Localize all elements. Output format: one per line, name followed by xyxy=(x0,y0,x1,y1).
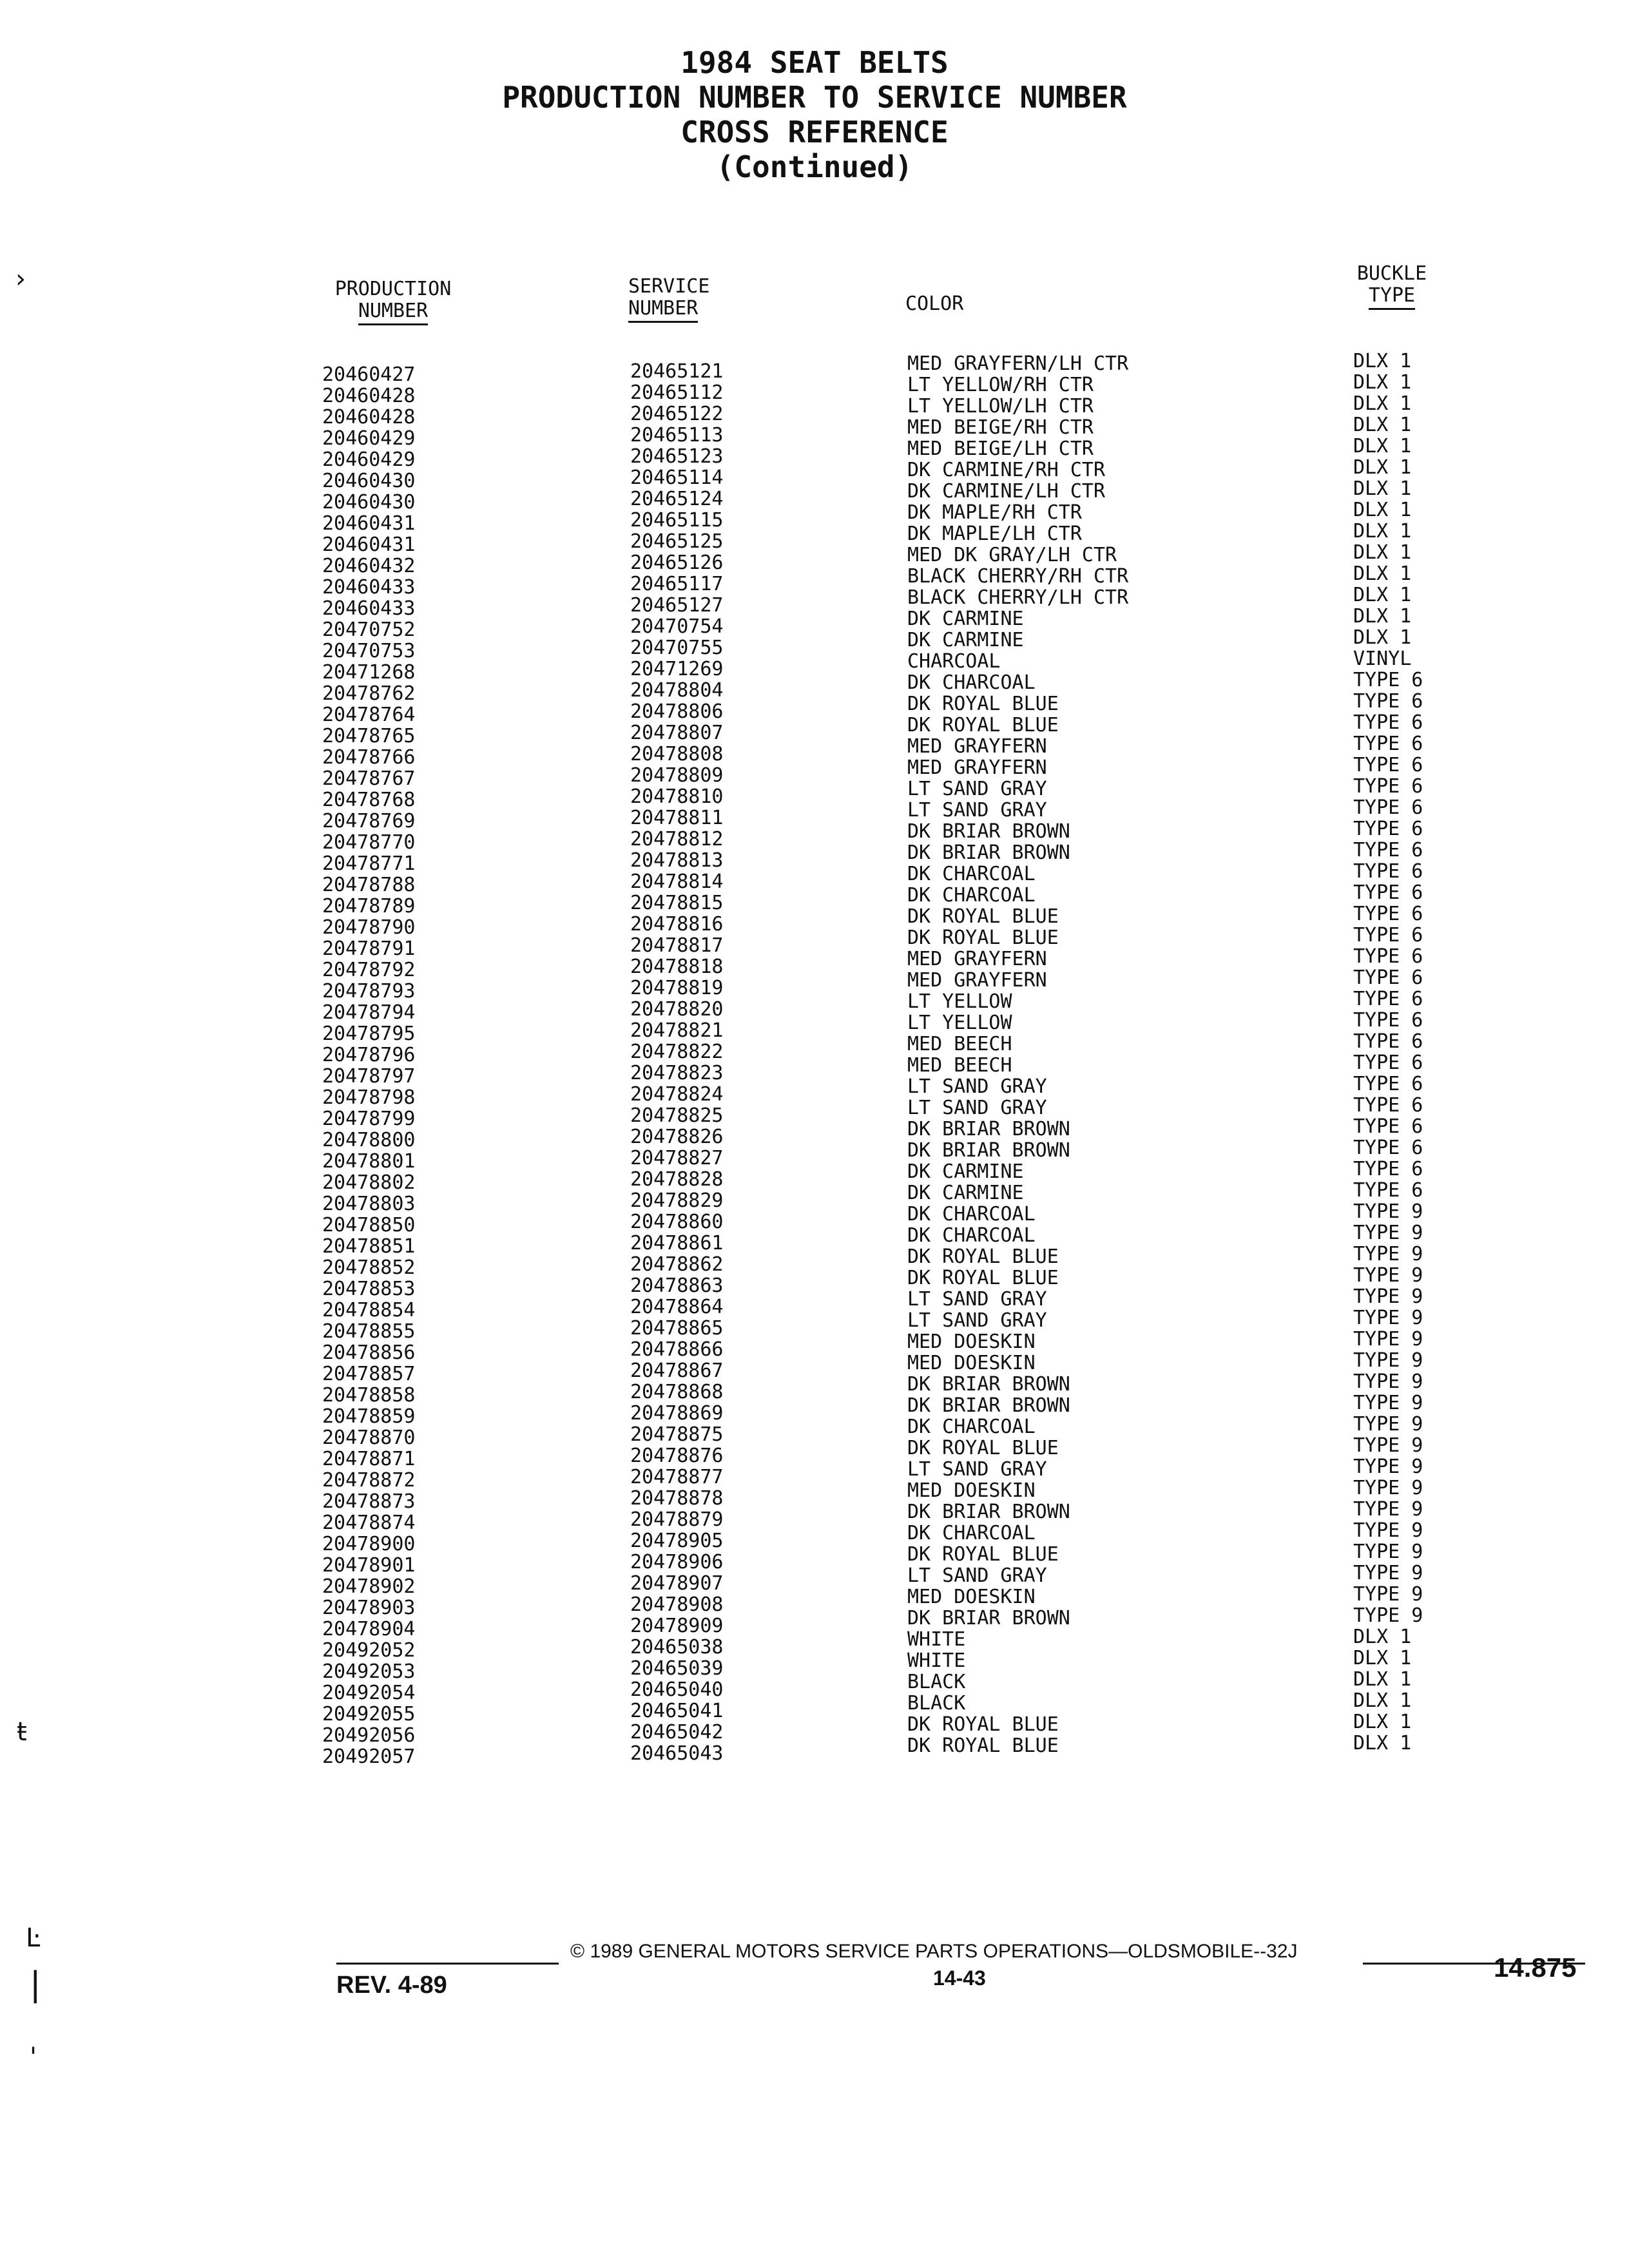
color-cell: LT YELLOW xyxy=(907,1012,1012,1034)
buckle-type-cell: TYPE 6 xyxy=(1353,966,1423,989)
buckle-type-cell: DLX 1 xyxy=(1353,499,1412,521)
color-cell: MED GRAYFERN xyxy=(907,756,1047,779)
color-cell: MED DOESKIN xyxy=(907,1479,1036,1502)
color-cell: LT SAND GRAY xyxy=(907,1097,1047,1119)
production-number-cell: 20478796 xyxy=(322,1044,416,1066)
production-number-cell: 20478850 xyxy=(322,1214,416,1236)
service-number-cell: 20478822 xyxy=(630,1041,724,1063)
color-cell: DK CHARCOAL xyxy=(907,1416,1036,1438)
buckle-type-cell: TYPE 9 xyxy=(1353,1583,1423,1606)
production-number-cell: 20478902 xyxy=(322,1575,416,1598)
production-number-cell: 20478769 xyxy=(322,810,416,832)
title-line-3: CROSS REFERENCE xyxy=(680,115,949,149)
production-number-cell: 20460431 xyxy=(322,533,416,556)
color-cell: LT SAND GRAY xyxy=(907,799,1047,822)
service-number-cell: 20478907 xyxy=(630,1572,724,1595)
color-cell: DK ROYAL BLUE xyxy=(907,927,1059,949)
title-line-2: PRODUCTION NUMBER TO SERVICE NUMBER xyxy=(502,80,1127,115)
production-number-cell: 20478799 xyxy=(322,1108,416,1130)
buckle-type-cell: TYPE 6 xyxy=(1353,903,1423,925)
color-cell: LT SAND GRAY xyxy=(907,1564,1047,1587)
production-number-cell: 20478901 xyxy=(322,1554,416,1577)
production-number-cell: 20478854 xyxy=(322,1299,416,1321)
buckle-type-cell: DLX 1 xyxy=(1353,350,1412,372)
production-number-cell: 20478870 xyxy=(322,1427,416,1449)
buckle-type-cell: TYPE 6 xyxy=(1353,1115,1423,1138)
service-number-cell: 20470755 xyxy=(630,637,724,659)
buckle-type-cell: DLX 1 xyxy=(1353,414,1412,436)
buckle-type-cell: DLX 1 xyxy=(1353,477,1412,500)
color-cell: DK ROYAL BLUE xyxy=(907,1437,1059,1459)
color-cell: DK BRIAR BROWN xyxy=(907,1139,1070,1162)
service-number-cell: 20478810 xyxy=(630,785,724,808)
service-number-cell: 20478827 xyxy=(630,1147,724,1169)
buckle-type-cell: TYPE 9 xyxy=(1353,1285,1423,1308)
buckle-type-cell: TYPE 6 xyxy=(1353,1073,1423,1095)
service-number-cell: 20478823 xyxy=(630,1062,724,1084)
service-number-cell: 20465127 xyxy=(630,594,724,617)
production-number-cell: 20478788 xyxy=(322,874,416,896)
service-number-cell: 20465123 xyxy=(630,445,724,468)
service-number-cell: 20478824 xyxy=(630,1083,724,1106)
buckle-type-cell: TYPE 6 xyxy=(1353,1094,1423,1117)
color-cell: DK CARMINE xyxy=(907,608,1024,630)
service-number-cell: 20478820 xyxy=(630,998,724,1021)
buckle-type-cell: TYPE 6 xyxy=(1353,733,1423,755)
production-number-cell: 20478872 xyxy=(322,1469,416,1492)
service-number-cell: 20478817 xyxy=(630,934,724,957)
color-cell: LT YELLOW/RH CTR xyxy=(907,374,1094,396)
color-cell: LT SAND GRAY xyxy=(907,778,1047,800)
buckle-type-cell: DLX 1 xyxy=(1353,371,1412,394)
color-cell: DK BRIAR BROWN xyxy=(907,841,1070,864)
header-color: COLOR xyxy=(905,293,964,315)
production-number-cell: 20478767 xyxy=(322,767,416,790)
buckle-type-cell: TYPE 9 xyxy=(1353,1200,1423,1223)
color-cell: LT YELLOW/LH CTR xyxy=(907,395,1094,418)
color-cell: DK CARMINE/LH CTR xyxy=(907,480,1106,503)
production-number-cell: 20460429 xyxy=(322,427,416,450)
production-number-cell: 20478794 xyxy=(322,1001,416,1024)
margin-mark-5: ' xyxy=(30,2042,37,2072)
production-number-cell: 20478768 xyxy=(322,789,416,811)
service-number-cell: 20478905 xyxy=(630,1530,724,1552)
color-cell: MED DK GRAY/LH CTR xyxy=(907,544,1117,566)
footer-revision: REV. 4-89 xyxy=(336,1972,447,1999)
buckle-type-cell: TYPE 6 xyxy=(1353,711,1423,734)
buckle-type-cell: DLX 1 xyxy=(1353,626,1412,649)
buckle-type-cell: VINYL xyxy=(1353,648,1412,670)
service-number-cell: 20478811 xyxy=(630,807,724,829)
color-cell: DK ROYAL BLUE xyxy=(907,1735,1059,1757)
service-number-cell: 20465042 xyxy=(630,1721,724,1744)
header-buckle-type: BUCKLE TYPE xyxy=(1340,263,1443,310)
service-number-cell: 20465041 xyxy=(630,1700,724,1722)
buckle-type-cell: TYPE 9 xyxy=(1353,1519,1423,1542)
production-number-cell: 20478874 xyxy=(322,1512,416,1534)
production-number-cell: 20478857 xyxy=(322,1363,416,1385)
buckle-type-cell: DLX 1 xyxy=(1353,584,1412,606)
buckle-type-cell: TYPE 6 xyxy=(1353,775,1423,798)
color-cell: MED GRAYFERN xyxy=(907,969,1047,992)
color-cell: DK CARMINE xyxy=(907,1160,1024,1183)
production-number-cell: 20460430 xyxy=(322,491,416,514)
color-cell: DK ROYAL BLUE xyxy=(907,714,1059,736)
buckle-type-cell: TYPE 9 xyxy=(1353,1456,1423,1478)
color-cell: WHITE xyxy=(907,1628,966,1651)
service-number-cell: 20478812 xyxy=(630,828,724,850)
buckle-type-cell: TYPE 6 xyxy=(1353,1158,1423,1180)
color-cell: DK CHARCOAL xyxy=(907,1224,1036,1247)
color-cell: MED GRAYFERN/LH CTR xyxy=(907,352,1129,375)
production-number-cell: 20478803 xyxy=(322,1193,416,1215)
buckle-type-cell: TYPE 9 xyxy=(1353,1328,1423,1350)
service-number-cell: 20478860 xyxy=(630,1211,724,1233)
color-cell: LT SAND GRAY xyxy=(907,1075,1047,1098)
service-number-cell: 20478826 xyxy=(630,1126,724,1148)
service-number-cell: 20465122 xyxy=(630,403,724,425)
production-number-cell: 20460433 xyxy=(322,597,416,620)
service-number-cell: 20465125 xyxy=(630,530,724,553)
margin-mark-1: › xyxy=(15,264,26,294)
production-number-cell: 20478856 xyxy=(322,1341,416,1364)
production-number-column xyxy=(322,364,416,1767)
service-number-cell: 20478862 xyxy=(630,1253,724,1276)
color-cell: MED BEECH xyxy=(907,1033,1012,1055)
buckle-type-cell: TYPE 9 xyxy=(1353,1562,1423,1584)
production-number-cell: 20478762 xyxy=(322,682,416,705)
color-cell: DK CHARCOAL xyxy=(907,1203,1036,1225)
color-cell: DK CARMINE xyxy=(907,1182,1024,1204)
color-cell: DK ROYAL BLUE xyxy=(907,693,1059,715)
buckle-type-cell: TYPE 9 xyxy=(1353,1370,1423,1393)
color-cell: LT SAND GRAY xyxy=(907,1458,1047,1481)
color-cell: DK BRIAR BROWN xyxy=(907,1118,1070,1140)
buckle-type-cell: TYPE 9 xyxy=(1353,1477,1423,1499)
service-number-cell: 20465040 xyxy=(630,1678,724,1701)
service-number-cell: 20470754 xyxy=(630,615,724,638)
service-number-cell: 20478866 xyxy=(630,1338,724,1361)
production-number-cell: 20478791 xyxy=(322,937,416,960)
service-number-cell: 20478909 xyxy=(630,1615,724,1637)
buckle-type-cell: DLX 1 xyxy=(1353,562,1412,585)
service-number-cell: 20478825 xyxy=(630,1104,724,1127)
production-number-cell: 20470753 xyxy=(322,640,416,662)
production-number-cell: 20478789 xyxy=(322,895,416,918)
service-number-cell: 20478906 xyxy=(630,1551,724,1573)
buckle-type-cell: DLX 1 xyxy=(1353,1668,1412,1691)
service-number-cell: 20478813 xyxy=(630,849,724,872)
production-number-cell: 20478771 xyxy=(322,852,416,875)
buckle-type-cell: TYPE 6 xyxy=(1353,1052,1423,1074)
footer-page-number: 14-43 xyxy=(933,1966,986,1990)
production-number-cell: 20478801 xyxy=(322,1150,416,1173)
buckle-type-cell: TYPE 6 xyxy=(1353,1137,1423,1159)
production-number-cell: 20478852 xyxy=(322,1256,416,1279)
color-cell: BLACK xyxy=(907,1671,966,1693)
service-number-cell: 20478878 xyxy=(630,1487,724,1510)
color-cell: DK BRIAR BROWN xyxy=(907,1501,1070,1523)
buckle-type-cell: DLX 1 xyxy=(1353,605,1412,628)
color-cell: MED DOESKIN xyxy=(907,1586,1036,1608)
color-cell: MED DOESKIN xyxy=(907,1352,1036,1374)
color-cell: DK CARMINE/RH CTR xyxy=(907,459,1106,481)
service-number-cell: 20465038 xyxy=(630,1636,724,1658)
service-number-cell: 20478877 xyxy=(630,1466,724,1488)
buckle-type-cell: DLX 1 xyxy=(1353,1732,1412,1754)
buckle-type-cell: TYPE 9 xyxy=(1353,1413,1423,1436)
service-number-cell: 20478879 xyxy=(630,1508,724,1531)
margin-mark-2: ŧ xyxy=(17,1717,27,1747)
service-number-cell: 20478821 xyxy=(630,1019,724,1042)
buckle-type-cell: TYPE 6 xyxy=(1353,690,1423,713)
title-line-1: 1984 SEAT BELTS xyxy=(680,45,949,80)
production-number-cell: 20478793 xyxy=(322,980,416,1003)
production-number-cell: 20460429 xyxy=(322,448,416,471)
margin-mark-3: Ŀ xyxy=(26,1923,41,1953)
buckle-type-cell: TYPE 6 xyxy=(1353,818,1423,840)
service-number-cell: 20478814 xyxy=(630,870,724,893)
service-number-cell: 20478816 xyxy=(630,913,724,936)
buckle-type-cell: TYPE 9 xyxy=(1353,1243,1423,1265)
color-cell: DK BRIAR BROWN xyxy=(907,820,1070,843)
buckle-type-cell: DLX 1 xyxy=(1353,1626,1412,1648)
buckle-type-cell: TYPE 6 xyxy=(1353,796,1423,819)
buckle-type-cell: TYPE 9 xyxy=(1353,1498,1423,1521)
margin-mark-4: | xyxy=(30,1965,41,2004)
footer-copyright: © 1989 GENERAL MOTORS SERVICE PARTS OPERATIONS—OLDSMOBILE--32J xyxy=(570,1941,1298,1962)
production-number-cell: 20478871 xyxy=(322,1448,416,1470)
buckle-type-cell: TYPE 9 xyxy=(1353,1434,1423,1457)
color-cell: BLACK xyxy=(907,1692,966,1715)
production-number-cell: 20478900 xyxy=(322,1533,416,1555)
color-cell: DK ROYAL BLUE xyxy=(907,1245,1059,1268)
production-number-cell: 20460428 xyxy=(322,385,416,407)
color-cell: DK BRIAR BROWN xyxy=(907,1607,1070,1629)
service-number-cell: 20478868 xyxy=(630,1381,724,1403)
production-number-cell: 20460433 xyxy=(322,576,416,599)
production-number-cell: 20478766 xyxy=(322,746,416,769)
service-number-cell: 20478908 xyxy=(630,1593,724,1616)
color-cell: MED GRAYFERN xyxy=(907,948,1047,970)
production-number-cell: 20478764 xyxy=(322,704,416,726)
production-number-cell: 20478765 xyxy=(322,725,416,747)
buckle-type-cell: TYPE 6 xyxy=(1353,924,1423,947)
production-number-cell: 20478770 xyxy=(322,831,416,854)
buckle-type-cell: DLX 1 xyxy=(1353,392,1412,415)
service-number-cell: 20478861 xyxy=(630,1232,724,1254)
color-cell: DK CHARCOAL xyxy=(907,884,1036,907)
color-cell: DK CHARCOAL xyxy=(907,1522,1036,1544)
production-number-cell: 20478795 xyxy=(322,1023,416,1045)
production-number-cell: 20478798 xyxy=(322,1086,416,1109)
production-number-cell: 20478904 xyxy=(322,1618,416,1640)
color-cell: DK ROYAL BLUE xyxy=(907,1713,1059,1736)
production-number-cell: 20478903 xyxy=(322,1597,416,1619)
buckle-type-cell: TYPE 6 xyxy=(1353,945,1423,968)
color-cell: DK ROYAL BLUE xyxy=(907,1267,1059,1289)
buckle-type-cell: TYPE 9 xyxy=(1353,1349,1423,1372)
production-number-cell: 20478859 xyxy=(322,1405,416,1428)
buckle-type-cell: TYPE 6 xyxy=(1353,860,1423,883)
buckle-type-cell: DLX 1 xyxy=(1353,1711,1412,1733)
service-number-cell: 20465124 xyxy=(630,488,724,510)
buckle-type-cell: TYPE 6 xyxy=(1353,669,1423,691)
page-title xyxy=(0,45,1629,184)
service-number-cell: 20478869 xyxy=(630,1402,724,1425)
footer-section-number: 14.875 xyxy=(1494,1952,1577,1983)
service-number-cell: 20478829 xyxy=(630,1189,724,1212)
service-number-cell: 20465039 xyxy=(630,1657,724,1680)
color-cell: MED BEIGE/LH CTR xyxy=(907,437,1094,460)
color-cell: MED BEIGE/RH CTR xyxy=(907,416,1094,439)
buckle-type-cell: TYPE 9 xyxy=(1353,1604,1423,1627)
service-number-cell: 20465113 xyxy=(630,424,724,447)
buckle-type-cell: DLX 1 xyxy=(1353,1689,1412,1712)
header-production-number: PRODUCTION NUMBER xyxy=(309,278,477,325)
buckle-type-cell: TYPE 9 xyxy=(1353,1222,1423,1244)
title-line-4: (Continued) xyxy=(716,149,913,184)
service-number-cell: 20478875 xyxy=(630,1423,724,1446)
production-number-cell: 20471268 xyxy=(322,661,416,684)
buckle-type-cell: TYPE 9 xyxy=(1353,1307,1423,1329)
service-number-cell: 20478818 xyxy=(630,956,724,978)
service-number-cell: 20478865 xyxy=(630,1317,724,1340)
buckle-type-cell: TYPE 6 xyxy=(1353,988,1423,1010)
production-number-cell: 20460431 xyxy=(322,512,416,535)
service-number-cell: 20478863 xyxy=(630,1274,724,1297)
buckle-type-cell: TYPE 9 xyxy=(1353,1392,1423,1414)
buckle-type-cell: TYPE 6 xyxy=(1353,1030,1423,1053)
buckle-type-cell: TYPE 9 xyxy=(1353,1264,1423,1287)
service-number-cell: 20478807 xyxy=(630,722,724,744)
production-number-cell: 20478800 xyxy=(322,1129,416,1151)
color-cell: DK CHARCOAL xyxy=(907,863,1036,885)
production-number-cell: 20460430 xyxy=(322,470,416,492)
buckle-type-cell: TYPE 6 xyxy=(1353,881,1423,904)
buckle-type-column xyxy=(1353,351,1423,1754)
buckle-type-cell: DLX 1 xyxy=(1353,456,1412,479)
production-number-cell: 20492057 xyxy=(322,1745,416,1768)
color-cell: LT SAND GRAY xyxy=(907,1288,1047,1311)
production-number-cell: 20492056 xyxy=(322,1724,416,1747)
production-number-cell: 20478790 xyxy=(322,916,416,939)
production-number-cell: 20478802 xyxy=(322,1171,416,1194)
color-cell: LT SAND GRAY xyxy=(907,1309,1047,1332)
service-number-cell: 20478808 xyxy=(630,743,724,765)
color-cell: DK CHARCOAL xyxy=(907,671,1036,694)
buckle-type-cell: DLX 1 xyxy=(1353,1647,1412,1669)
production-number-cell: 20492054 xyxy=(322,1682,416,1704)
color-column xyxy=(907,353,1128,1756)
service-number-cell: 20478804 xyxy=(630,679,724,702)
color-cell: DK ROYAL BLUE xyxy=(907,905,1059,928)
header-service-number: SERVICE NUMBER xyxy=(628,276,725,323)
color-cell: DK MAPLE/RH CTR xyxy=(907,501,1082,524)
production-number-cell: 20492055 xyxy=(322,1703,416,1725)
production-number-cell: 20460428 xyxy=(322,406,416,428)
buckle-type-cell: TYPE 6 xyxy=(1353,1179,1423,1202)
service-number-cell: 20465112 xyxy=(630,381,724,404)
color-cell: MED BEECH xyxy=(907,1054,1012,1077)
service-number-cell: 20465117 xyxy=(630,573,724,595)
service-number-cell: 20465114 xyxy=(630,466,724,489)
color-cell: BLACK CHERRY/RH CTR xyxy=(907,565,1129,588)
service-number-cell: 20478828 xyxy=(630,1168,724,1191)
production-number-cell: 20492052 xyxy=(322,1639,416,1662)
service-number-cell: 20478806 xyxy=(630,700,724,723)
color-cell: DK MAPLE/LH CTR xyxy=(907,523,1082,545)
production-number-cell: 20478873 xyxy=(322,1490,416,1513)
service-number-cell: 20478815 xyxy=(630,892,724,914)
production-number-cell: 20460427 xyxy=(322,363,416,386)
service-number-column xyxy=(630,361,724,1764)
service-number-cell: 20478864 xyxy=(630,1296,724,1318)
service-number-cell: 20465126 xyxy=(630,552,724,574)
production-number-cell: 20478792 xyxy=(322,959,416,981)
color-cell: DK BRIAR BROWN xyxy=(907,1394,1070,1417)
footer-rule-left xyxy=(336,1963,559,1965)
service-number-cell: 20478809 xyxy=(630,764,724,787)
color-cell: CHARCOAL xyxy=(907,650,1001,673)
production-number-cell: 20478855 xyxy=(322,1320,416,1343)
color-cell: MED GRAYFERN xyxy=(907,735,1047,758)
service-number-cell: 20478876 xyxy=(630,1445,724,1467)
buckle-type-cell: TYPE 6 xyxy=(1353,754,1423,776)
buckle-type-cell: DLX 1 xyxy=(1353,435,1412,457)
buckle-type-cell: TYPE 9 xyxy=(1353,1541,1423,1563)
color-cell: DK CARMINE xyxy=(907,629,1024,651)
buckle-type-cell: DLX 1 xyxy=(1353,541,1412,564)
buckle-type-cell: TYPE 6 xyxy=(1353,1009,1423,1032)
color-cell: LT YELLOW xyxy=(907,990,1012,1013)
production-number-cell: 20478851 xyxy=(322,1235,416,1258)
buckle-type-cell: DLX 1 xyxy=(1353,520,1412,543)
production-number-cell: 20478797 xyxy=(322,1065,416,1088)
color-cell: DK BRIAR BROWN xyxy=(907,1373,1070,1396)
service-number-cell: 20465121 xyxy=(630,360,724,383)
service-number-cell: 20478819 xyxy=(630,977,724,999)
production-number-cell: 20460432 xyxy=(322,555,416,577)
color-cell: BLACK CHERRY/LH CTR xyxy=(907,586,1129,609)
service-number-cell: 20478867 xyxy=(630,1360,724,1382)
production-number-cell: 20478853 xyxy=(322,1278,416,1300)
production-number-cell: 20478858 xyxy=(322,1384,416,1407)
production-number-cell: 20492053 xyxy=(322,1660,416,1683)
buckle-type-cell: TYPE 6 xyxy=(1353,839,1423,861)
color-cell: DK ROYAL BLUE xyxy=(907,1543,1059,1566)
service-number-cell: 20465115 xyxy=(630,509,724,532)
production-number-cell: 20470752 xyxy=(322,619,416,641)
color-cell: MED DOESKIN xyxy=(907,1331,1036,1353)
color-cell: WHITE xyxy=(907,1649,966,1672)
service-number-cell: 20465043 xyxy=(630,1742,724,1765)
service-number-cell: 20471269 xyxy=(630,658,724,680)
